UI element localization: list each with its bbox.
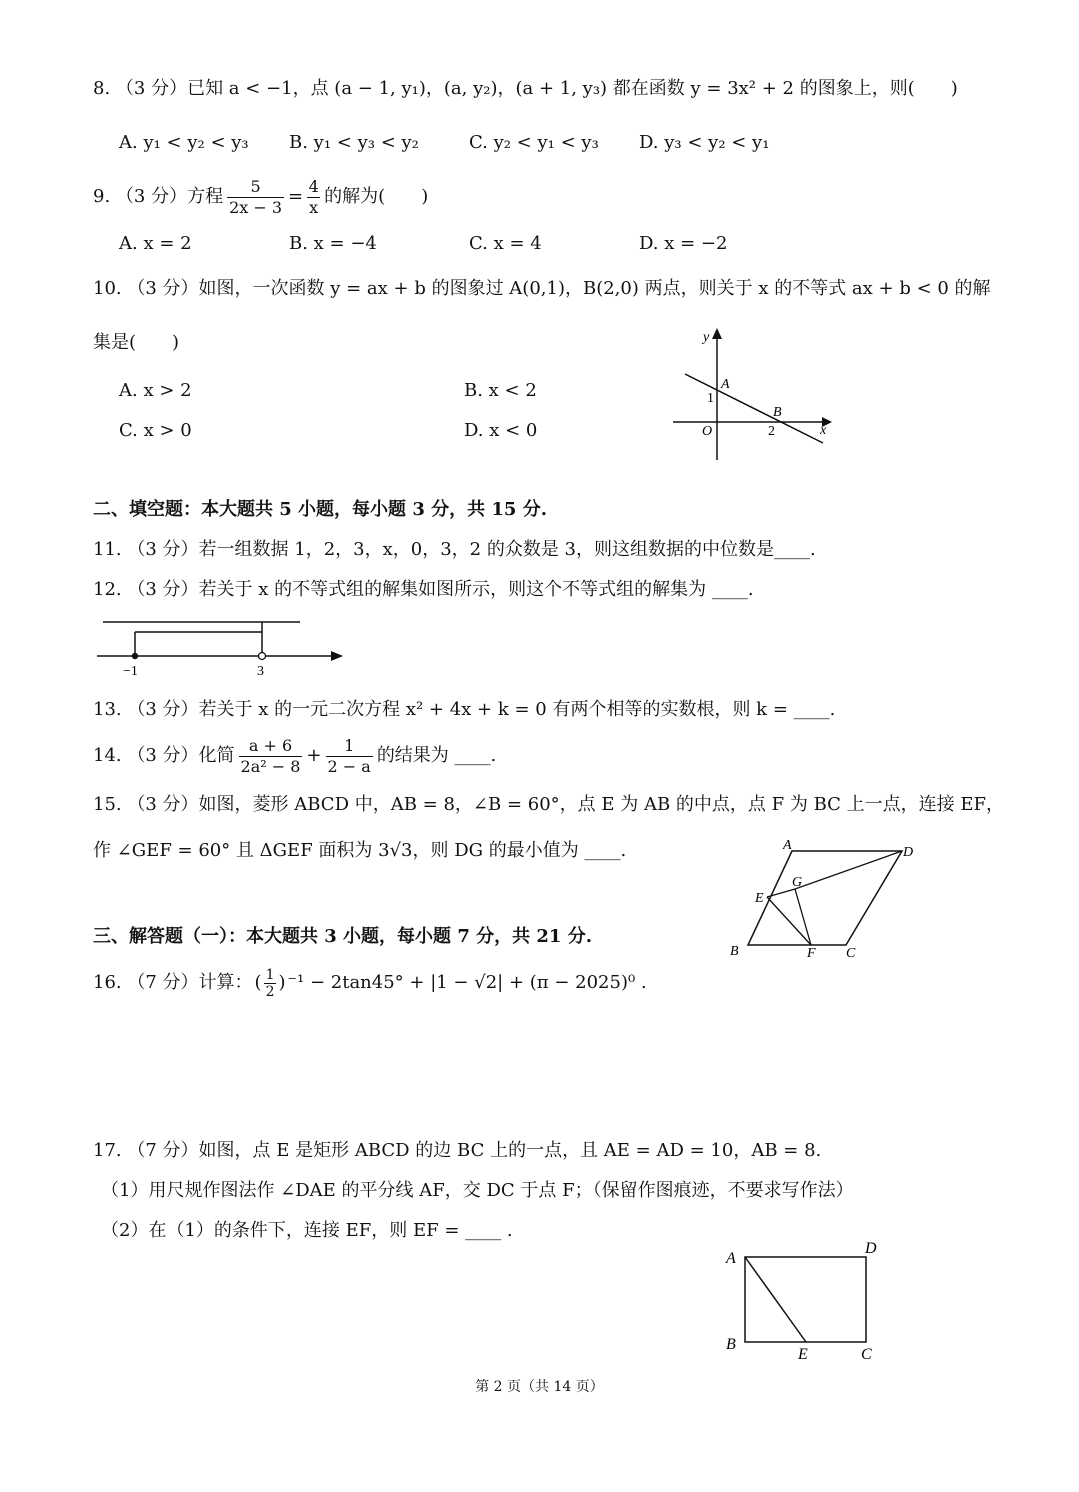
q16-frac-den: 2 [265,983,275,1000]
q9-prefix: 9. （3 分）方程 [93,186,224,207]
q15-label-a: A [783,838,792,853]
q10-option-d: D. x < 0 [464,420,538,441]
q8-option-b: B. y₁ < y₃ < y₂ [289,132,419,153]
q14-frac1-num: a + 6 [248,735,293,755]
q9-frac1-den: 2x − 3 [229,197,283,217]
q17-label-e: E [798,1346,808,1363]
q12-text: 12. （3 分）若关于 x 的不等式组的解集如图所示，则这个不等式组的解集为 ____. [93,579,754,600]
q10-option-b: B. x < 2 [464,380,537,401]
q9-option-d: D. x = −2 [639,233,728,254]
q17-label-a: A [726,1250,736,1267]
q12-closed-point [132,653,138,659]
q17-line-2: （1）用尺规作图法作 ∠DAE 的平分线 AF，交 DC 于点 F；（保留作图痕迹，不要求写作法） [101,1180,854,1201]
q12-axis-arrow-icon [331,651,343,661]
q12-open-point [259,653,266,660]
q9-frac2-num: 4 [308,176,319,196]
q10-line-2: 集是( ) [93,332,180,353]
q16-prefix: 16. （7 分）计算： [93,972,253,993]
q8-option-c: C. y₂ < y₁ < y₃ [469,132,599,153]
q9-option-b: B. x = −4 [289,233,377,254]
q15-segment-gd [795,851,902,889]
q15-label-b: B [730,944,739,959]
q15-segment-eg [767,889,795,897]
q16-suffix: ⁻¹ − 2tan45° + |1 − √2| + (π − 2025)⁰ . [287,972,647,993]
q10-x-label: x [820,423,827,438]
q10-tick-y: 1 [707,391,714,406]
q15-rhombus [748,851,902,945]
q14-fraction-1 [239,736,303,777]
q17-figure [720,1235,890,1365]
q9-fraction-1 [227,177,284,218]
q17-rectangle [745,1257,866,1342]
q15-label-f: F [807,946,816,961]
q10-y-label: y [703,330,710,345]
q9-option-c: C. x = 4 [469,233,542,254]
q15-label-c: C [846,946,856,961]
q16-line [93,960,647,1006]
q14-frac2-den: 2 − a [327,756,371,776]
q14-suffix: 的结果为 ____. [376,745,497,766]
q17-label-b: B [726,1336,736,1353]
q10-origin-label: O [702,424,713,439]
q17-label-c: C [861,1346,872,1363]
q13-text: 13. （3 分）若关于 x 的一元二次方程 x² + 4x + k = 0 有两个相等的实数根，则 k = ____. [93,699,836,720]
q9-frac2-den: x [309,197,319,217]
section-3-heading: 三、解答题（一）：本大题共 3 小题，每小题 7 分，共 21 分. [93,926,592,947]
q11-text: 11. （3 分）若一组数据 1，2，3，x，0，3，2 的众数是 3，则这组数据的中位数是____. [93,539,816,560]
q15-figure [725,833,925,963]
q12-number-line [95,615,350,680]
q8-text: 8. （3 分）已知 a < −1，点 (a − 1, y₁)，(a, y₂)，(a + 1, y₃) 都在函数 y = 3x² + 2 的图象上，则( ) [93,78,958,99]
q14-line [93,730,496,782]
q16-frac-num: 1 [265,966,275,983]
q9-frac1-num: 5 [250,176,261,196]
q15-line-1: 15. （3 分）如图，菱形 ABCD 中，AB = 8，∠B = 60°，点 E 为 AB 的中点，点 F 为 BC 上一点，连接 EF， [93,794,1004,815]
q8-option-a: A. y₁ < y₂ < y₃ [119,132,249,153]
q12-label-right: 3 [257,664,264,679]
q16-paren-open: ( [254,972,262,993]
q10-option-a: A. x > 2 [119,380,192,401]
q9-line [93,172,428,222]
q10-line-1: 10. （3 分）如图，一次函数 y = ax + b 的图象过 A(0,1)，B(2,0) 两点，则关于 x 的不等式 ax + b < 0 的解 [93,278,991,299]
q17-label-d: D [865,1240,877,1257]
q10-option-c: C. x > 0 [119,420,192,441]
q17-segment-ae [745,1257,806,1342]
q16-paren-close: ) [278,972,286,993]
q14-fraction-2 [326,736,373,777]
section-2-heading: 二、填空题：本大题共 5 小题，每小题 3 分，共 15 分. [93,499,547,520]
q14-plus: + [306,745,322,766]
q17-line-3: （2）在（1）的条件下，连接 EF，则 EF = ____ . [101,1220,513,1241]
q12-label-left: −1 [123,664,138,679]
q17-line-1: 17. （7 分）如图，点 E 是矩形 ABCD 的边 BC 上的一点，且 AE = AD = 10，AB = 8. [93,1140,822,1161]
q10-y-arrow-icon [712,328,722,339]
q14-prefix: 14. （3 分）化简 [93,745,235,766]
q10-figure [665,322,845,467]
q10-point-a-label: A [721,377,730,392]
q14-frac2-num: 1 [344,735,355,755]
q8-option-d: D. y₃ < y₂ < y₁ [639,132,770,153]
q14-frac1-den: 2a² − 8 [240,756,301,776]
q9-option-a: A. x = 2 [119,233,192,254]
q15-label-d: D [903,845,914,860]
q9-equals: = [288,186,304,207]
q15-label-g: G [792,875,803,890]
q16-fraction [264,967,277,1000]
q10-tick-x: 2 [768,424,775,439]
q15-line-2: 作 ∠GEF = 60° 且 ΔGEF 面积为 3√3，则 DG 的最小值为 ____. [93,840,627,861]
page-footer: 第 2 页（共 14 页） [475,1379,604,1395]
q9-suffix: 的解为( ) [324,186,429,207]
q15-label-e: E [755,891,764,906]
q9-fraction-2 [307,177,320,218]
q10-point-b-label: B [773,405,782,420]
